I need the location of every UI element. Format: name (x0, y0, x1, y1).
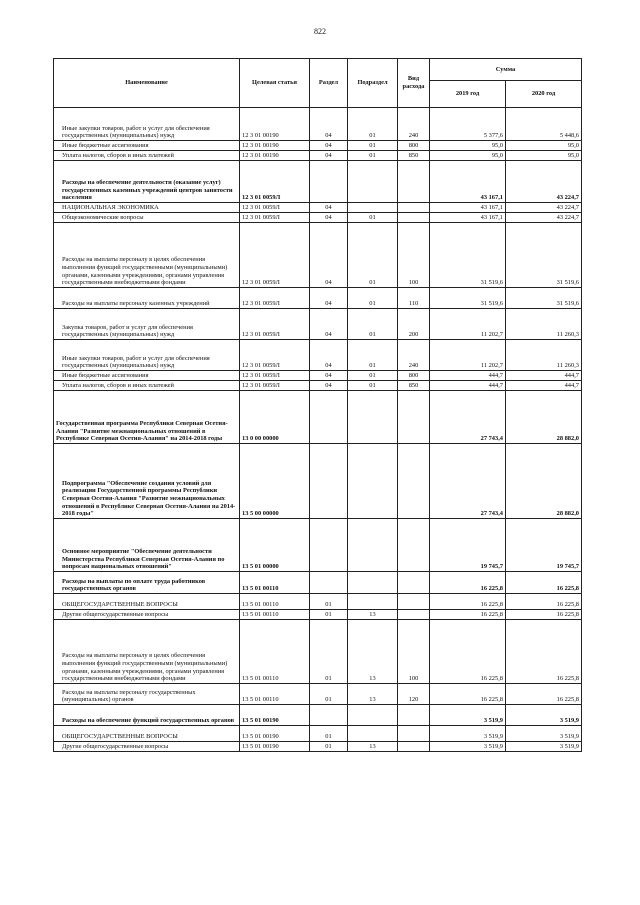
row-sum-2019: 16 225,8 (430, 610, 506, 620)
table-row (54, 309, 582, 340)
row-section: 04 (310, 108, 348, 141)
table-row (54, 161, 582, 203)
row-sum-2020: 16 225,8 (506, 572, 582, 594)
row-sum-2019: 27 743,4 (430, 391, 506, 444)
row-expense-type (398, 203, 430, 213)
row-expense-type (398, 444, 430, 519)
row-target-article: 13 5 00 00000 (240, 444, 310, 519)
header-target-article: Целевая статья (240, 59, 310, 108)
table-row (54, 141, 582, 151)
row-section: 04 (310, 223, 348, 288)
row-subsection: 01 (348, 141, 398, 151)
table-row (54, 594, 582, 610)
row-target-article: 12 3 01 0059Л (240, 340, 310, 371)
row-sum-2020: 31 519,6 (506, 288, 582, 309)
table-row (54, 223, 582, 288)
row-name: Другие общегосударственные вопросы (54, 742, 240, 752)
row-sum-2020: 3 519,9 (506, 705, 582, 726)
row-sum-2020: 444,7 (506, 371, 582, 381)
table-row (54, 203, 582, 213)
row-subsection: 13 (348, 620, 398, 684)
row-name: ОБЩЕГОСУДАРСТВЕННЫЕ ВОПРОСЫ (54, 594, 240, 610)
row-section: 04 (310, 381, 348, 391)
table-row (54, 620, 582, 684)
row-section (310, 705, 348, 726)
row-expense-type: 240 (398, 340, 430, 371)
row-sum-2019: 3 519,9 (430, 726, 506, 742)
row-sum-2020: 16 225,8 (506, 620, 582, 684)
row-name: Расходы на выплаты персоналу в целях обеспечения выполнения функций государственными (муниципальными) органами, казенными учреждениями, органами управления государственными внебюджетными фондами (54, 620, 240, 684)
row-name: Закупка товаров, работ и услуг для обеспечения государственных (муниципальных) нужд (54, 309, 240, 340)
row-sum-2019: 444,7 (430, 371, 506, 381)
table-row (54, 108, 582, 141)
row-name: Основное мероприятие "Обеспечение деятельности Министерства Республики Северная Осетия-Алания по вопросам национальных отношений" (54, 519, 240, 572)
row-sum-2019: 43 167,1 (430, 213, 506, 223)
row-name: Иные закупки товаров, работ и услуг для обеспечения государственных (муниципальных) нужд (54, 340, 240, 371)
header-year-2020: 2020 год (506, 81, 582, 108)
row-expense-type (398, 610, 430, 620)
header-subsection: Подраздел (348, 59, 398, 108)
table-row (54, 610, 582, 620)
row-target-article: 13 5 01 00110 (240, 684, 310, 705)
row-sum-2019: 3 519,9 (430, 705, 506, 726)
row-sum-2020: 444,7 (506, 381, 582, 391)
row-section: 01 (310, 620, 348, 684)
row-expense-type: 110 (398, 288, 430, 309)
row-expense-type: 850 (398, 151, 430, 161)
row-subsection (348, 203, 398, 213)
budget-table (53, 58, 582, 752)
table-row (54, 151, 582, 161)
row-sum-2020: 3 519,9 (506, 726, 582, 742)
row-sum-2019: 95,0 (430, 151, 506, 161)
row-sum-2019: 31 519,6 (430, 223, 506, 288)
row-section: 04 (310, 151, 348, 161)
table-row (54, 684, 582, 705)
row-name: Расходы на выплаты по оплате труда работников государственных органов (54, 572, 240, 594)
row-expense-type (398, 594, 430, 610)
row-name: Расходы на выплаты персоналу казенных учреждений (54, 288, 240, 309)
row-section: 01 (310, 726, 348, 742)
table-row (54, 381, 582, 391)
row-sum-2019: 3 519,9 (430, 742, 506, 752)
row-target-article: 13 5 01 00000 (240, 519, 310, 572)
row-sum-2019: 43 167,1 (430, 161, 506, 203)
row-sum-2019: 16 225,8 (430, 594, 506, 610)
row-subsection: 01 (348, 213, 398, 223)
row-name: Иные бюджетные ассигнования (54, 371, 240, 381)
row-name: Расходы на выплаты персоналу в целях обеспечения выполнения функций государственными (муниципальными) органами, казенными учреждениями, органами управления государственными внебюджетными фондами (54, 223, 240, 288)
row-sum-2020: 31 519,6 (506, 223, 582, 288)
row-subsection (348, 391, 398, 444)
row-subsection: 01 (348, 309, 398, 340)
row-section: 01 (310, 684, 348, 705)
row-subsection (348, 519, 398, 572)
row-sum-2019: 16 225,8 (430, 684, 506, 705)
table-row (54, 391, 582, 444)
row-target-article: 12 3 01 0059Л (240, 288, 310, 309)
table-row (54, 340, 582, 371)
row-section: 04 (310, 288, 348, 309)
row-expense-type (398, 519, 430, 572)
row-expense-type: 800 (398, 371, 430, 381)
row-section: 01 (310, 610, 348, 620)
header-expense-type: Вид расхода (398, 59, 430, 108)
row-subsection: 01 (348, 381, 398, 391)
header-name: Наименование (54, 59, 240, 108)
row-section: 04 (310, 203, 348, 213)
header-year-2019: 2019 год (430, 81, 506, 108)
row-name: Другие общегосударственные вопросы (54, 610, 240, 620)
row-section (310, 519, 348, 572)
row-expense-type (398, 742, 430, 752)
row-section: 04 (310, 340, 348, 371)
row-sum-2020: 43 224,7 (506, 161, 582, 203)
table-row (54, 288, 582, 309)
row-expense-type (398, 572, 430, 594)
row-section (310, 391, 348, 444)
row-sum-2020: 16 225,8 (506, 684, 582, 705)
row-subsection: 13 (348, 742, 398, 752)
row-name: Расходы на выплаты персоналу государственных (муниципальных) органов (54, 684, 240, 705)
row-expense-type (398, 391, 430, 444)
row-expense-type (398, 213, 430, 223)
table-body (54, 108, 582, 752)
row-section (310, 572, 348, 594)
row-target-article: 12 3 01 0059Л (240, 213, 310, 223)
row-sum-2020: 28 882,0 (506, 391, 582, 444)
row-target-article: 12 3 01 0059Л (240, 381, 310, 391)
row-name: ОБЩЕГОСУДАРСТВЕННЫЕ ВОПРОСЫ (54, 726, 240, 742)
row-subsection: 01 (348, 151, 398, 161)
row-target-article: 12 3 01 00190 (240, 151, 310, 161)
row-section (310, 161, 348, 203)
row-expense-type: 120 (398, 684, 430, 705)
row-name: Общеэкономические вопросы (54, 213, 240, 223)
row-subsection (348, 726, 398, 742)
table-row (54, 444, 582, 519)
row-sum-2019: 11 202,7 (430, 309, 506, 340)
row-target-article: 13 5 01 00190 (240, 726, 310, 742)
row-target-article: 13 5 01 00110 (240, 572, 310, 594)
table-row (54, 572, 582, 594)
row-subsection: 01 (348, 288, 398, 309)
row-sum-2020: 28 882,0 (506, 444, 582, 519)
row-target-article: 13 5 01 00190 (240, 742, 310, 752)
row-name: Иные бюджетные ассигнования (54, 141, 240, 151)
table-row (54, 726, 582, 742)
row-target-article: 12 3 01 0059Л (240, 223, 310, 288)
row-sum-2019: 19 745,7 (430, 519, 506, 572)
row-sum-2019: 95,0 (430, 141, 506, 151)
row-target-article: 13 0 00 00000 (240, 391, 310, 444)
row-subsection (348, 572, 398, 594)
row-sum-2020: 11 260,3 (506, 340, 582, 371)
row-sum-2020: 11 260,3 (506, 309, 582, 340)
row-expense-type: 100 (398, 223, 430, 288)
row-sum-2019: 31 519,6 (430, 288, 506, 309)
row-target-article: 12 3 01 00190 (240, 108, 310, 141)
row-name: Иные закупки товаров, работ и услуг для обеспечения государственных (муниципальных) нужд (54, 108, 240, 141)
row-subsection (348, 161, 398, 203)
row-expense-type: 200 (398, 309, 430, 340)
row-sum-2019: 43 167,1 (430, 203, 506, 213)
row-section: 04 (310, 309, 348, 340)
row-expense-type (398, 726, 430, 742)
row-sum-2020: 16 225,8 (506, 610, 582, 620)
row-sum-2020: 95,0 (506, 151, 582, 161)
row-expense-type (398, 161, 430, 203)
row-sum-2019: 5 377,6 (430, 108, 506, 141)
table-header (54, 59, 582, 108)
row-section: 01 (310, 742, 348, 752)
row-target-article: 13 5 01 00110 (240, 594, 310, 610)
row-target-article: 13 5 01 00110 (240, 610, 310, 620)
page-number: 822 (314, 27, 326, 36)
row-subsection: 01 (348, 108, 398, 141)
row-name: Уплата налогов, сборов и иных платежей (54, 381, 240, 391)
row-section: 01 (310, 594, 348, 610)
row-expense-type: 800 (398, 141, 430, 151)
row-sum-2019: 11 202,7 (430, 340, 506, 371)
row-name: Расходы на обеспечение функций государственных органов (54, 705, 240, 726)
row-target-article: 12 3 01 0059Л (240, 161, 310, 203)
row-sum-2020: 19 745,7 (506, 519, 582, 572)
row-section: 04 (310, 141, 348, 151)
row-expense-type: 850 (398, 381, 430, 391)
row-subsection: 13 (348, 610, 398, 620)
header-section: Раздел (310, 59, 348, 108)
header-sum: Сумма (430, 59, 582, 81)
row-target-article: 12 3 01 00190 (240, 141, 310, 151)
row-section (310, 444, 348, 519)
row-section: 04 (310, 371, 348, 381)
table-row (54, 742, 582, 752)
row-sum-2020: 43 224,7 (506, 213, 582, 223)
row-target-article: 12 3 01 0059Л (240, 371, 310, 381)
row-expense-type: 240 (398, 108, 430, 141)
row-target-article: 13 5 01 00190 (240, 705, 310, 726)
row-name: Расходы на обеспечение деятельности (оказание услуг) государственных казенных учреждений центров занятости населения (54, 161, 240, 203)
row-sum-2020: 16 225,8 (506, 594, 582, 610)
row-target-article: 13 5 01 00110 (240, 620, 310, 684)
row-section: 04 (310, 213, 348, 223)
row-sum-2019: 27 743,4 (430, 444, 506, 519)
row-sum-2020: 5 448,6 (506, 108, 582, 141)
row-name: Уплата налогов, сборов и иных платежей (54, 151, 240, 161)
row-sum-2020: 95,0 (506, 141, 582, 151)
row-sum-2019: 16 225,8 (430, 572, 506, 594)
row-sum-2019: 16 225,8 (430, 620, 506, 684)
row-subsection (348, 444, 398, 519)
row-subsection: 01 (348, 223, 398, 288)
row-sum-2020: 43 224,7 (506, 203, 582, 213)
row-expense-type (398, 705, 430, 726)
row-target-article: 12 3 01 0059Л (240, 309, 310, 340)
row-subsection: 01 (348, 340, 398, 371)
row-subsection: 01 (348, 371, 398, 381)
row-subsection: 13 (348, 684, 398, 705)
row-sum-2019: 444,7 (430, 381, 506, 391)
table-row (54, 705, 582, 726)
row-name: НАЦИОНАЛЬНАЯ ЭКОНОМИКА (54, 203, 240, 213)
row-expense-type: 100 (398, 620, 430, 684)
table-row (54, 213, 582, 223)
row-subsection (348, 594, 398, 610)
row-name: Подпрограмма "Обеспечение создания условий для реализации Государственной программы Республики Северная Осетия-Алания "Развитие межнациональных отношений в Республике Северная Осетия-Алания на 2014-2018 годы" (54, 444, 240, 519)
table-row (54, 519, 582, 572)
row-subsection (348, 705, 398, 726)
row-target-article: 12 3 01 0059Л (240, 203, 310, 213)
row-name: Государственная программа Республики Северная Осетия-Алания "Развитие межнациональных отношений в Республике Северная Осетия-Алания" на 2014-2018 годы (54, 391, 240, 444)
table-row (54, 371, 582, 381)
row-sum-2020: 3 519,9 (506, 742, 582, 752)
